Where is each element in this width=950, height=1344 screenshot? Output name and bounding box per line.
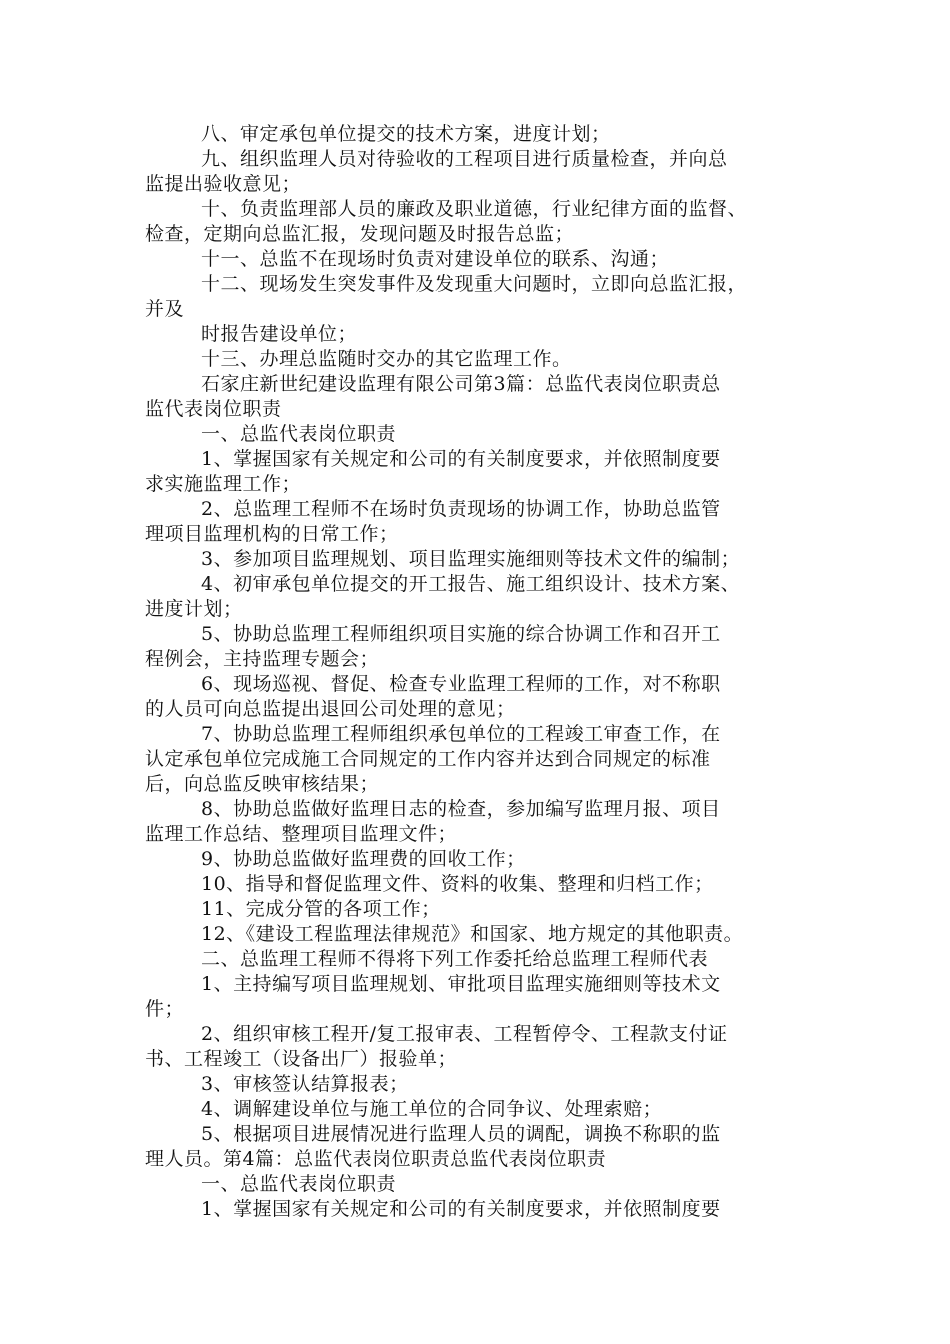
text-line: 十、负责监理部人员的廉政及职业道德，行业纪律方面的监督、 (201, 198, 748, 220)
text-line: 1、掌握国家有关规定和公司的有关制度要求，并依照制度要 (201, 448, 721, 470)
text-line: 求实施监理工作； (145, 473, 302, 495)
text-line: 检查，定期向总监汇报，发现问题及时报告总监； (145, 223, 575, 245)
text-line: 4、初审承包单位提交的开工报告、施工组织设计、技术方案、 (201, 573, 741, 595)
text-line: 2、组织审核工程开/复工报审表、工程暂停令、工程款支付证 (201, 1023, 728, 1045)
text-line: 5、协助总监理工程师组织项目实施的综合协调工作和召开工 (201, 623, 721, 645)
text-line: 一、总监代表岗位职责 (201, 423, 397, 445)
text-line: 一、总监代表岗位职责 (201, 1173, 397, 1195)
text-line: 3、审核签认结算报表； (201, 1073, 409, 1095)
text-line: 认定承包单位完成施工合同规定的工作内容并达到合同规定的标准 (145, 748, 711, 770)
text-line: 2、总监理工程师不在场时负责现场的协调工作，协助总监管 (201, 498, 721, 520)
text-line: 监提出验收意见； (145, 173, 302, 195)
text-line: 并及 (145, 298, 185, 320)
text-line: 后，向总监反映审核结果； (145, 773, 380, 795)
text-line: 12、《建设工程监理法律规范》和国家、地方规定的其他职责。 (201, 923, 744, 945)
text-line: 书、工程竣工（设备出厂）报验单； (145, 1048, 458, 1070)
text-line: 十二、现场发生突发事件及发现重大问题时，立即向总监汇报， (201, 273, 748, 295)
text-line: 8、协助总监做好监理日志的检查，参加编写监理月报、项目 (201, 798, 721, 820)
text-line: 理人员。第4篇：总监代表岗位职责总监代表岗位职责 (145, 1148, 607, 1170)
text-line: 9、协助总监做好监理费的回收工作； (201, 848, 526, 870)
text-line: 程例会，主持监理专题会； (145, 648, 380, 670)
text-line: 4、调解建设单位与施工单位的合同争议、处理索赔； (201, 1098, 663, 1120)
text-line: 九、组织监理人员对待验收的工程项目进行质量检查，并向总 (201, 148, 728, 170)
text-line: 3、参加项目监理规划、项目监理实施细则等技术文件的编制； (201, 548, 741, 570)
text-line: 石家庄新世纪建设监理有限公司第3篇：总监代表岗位职责总 (201, 373, 721, 395)
text-line: 理项目监理机构的日常工作； (145, 523, 399, 545)
text-line: 件； (145, 998, 185, 1020)
text-line: 监理工作总结、整理项目监理文件； (145, 823, 458, 845)
text-line: 监代表岗位职责 (145, 398, 282, 420)
text-line: 1、掌握国家有关规定和公司的有关制度要求，并依照制度要 (201, 1198, 721, 1220)
text-line: 11、完成分管的各项工作； (201, 898, 441, 920)
text-line: 十一、总监不在现场时负责对建设单位的联系、沟通； (201, 248, 670, 270)
text-line: 10、指导和督促监理文件、资料的收集、整理和归档工作； (201, 873, 714, 895)
text-line: 1、主持编写项目监理规划、审批项目监理实施细则等技术文 (201, 973, 721, 995)
text-line: 6、现场巡视、督促、检查专业监理工程师的工作，对不称职 (201, 673, 721, 695)
text-line: 5、根据项目进展情况进行监理人员的调配，调换不称职的监 (201, 1123, 721, 1145)
text-line: 7、协助总监理工程师组织承包单位的工程竣工审查工作，在 (201, 723, 721, 745)
text-line: 进度计划； (145, 598, 243, 620)
document-body (145, 122, 825, 1222)
text-line: 八、审定承包单位提交的技术方案，进度计划； (201, 123, 611, 145)
text-line: 的人员可向总监提出退回公司处理的意见； (145, 698, 516, 720)
text-line: 时报告建设单位； (201, 323, 358, 345)
text-line: 十三、办理总监随时交办的其它监理工作。 (201, 348, 572, 370)
text-line: 二、总监理工程师不得将下列工作委托给总监理工程师代表 (201, 948, 709, 970)
